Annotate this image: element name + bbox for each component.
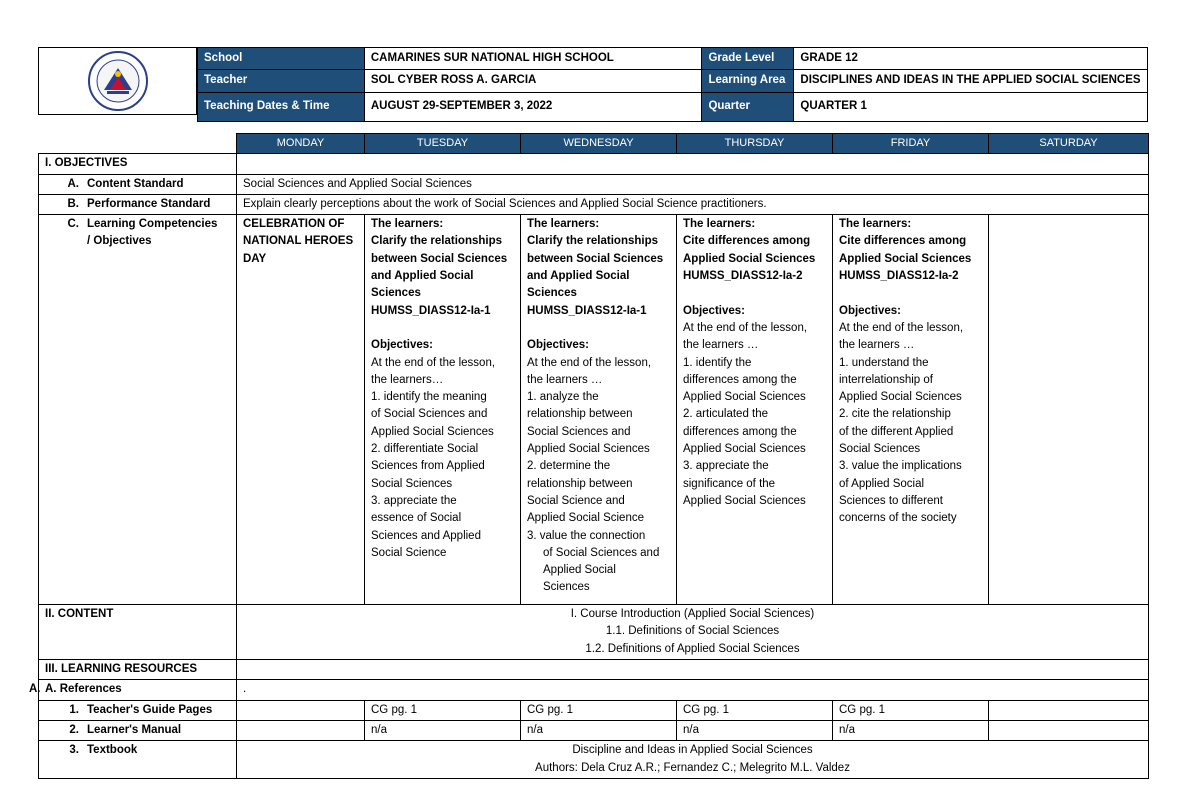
content-line-3: 1.2. Definitions of Applied Social Sciences — [585, 642, 800, 655]
thursday-objectives: At the end of the lesson, the learners … 1. identify the differences among the Applied Social Sciences 2. articulated the differences among the Applied Social Sciences 3. appreciate the significance of the Applied Social Sciences — [683, 321, 808, 507]
learning-competencies-label: Learning Competencies / Objectives — [87, 218, 218, 248]
tg-saturday — [989, 700, 1149, 720]
day-tuesday: TUESDAY — [365, 134, 521, 154]
lm-friday: n/a — [833, 720, 989, 740]
objectives-title-row — [39, 154, 1149, 174]
learners-manual-num: 2. — [69, 723, 79, 736]
learners-manual-label: Learner's Manual — [87, 723, 182, 736]
performance-standard-label: Performance Standard — [87, 197, 211, 210]
references-label: A. References — [45, 683, 122, 696]
school-value: CAMARINES SUR NATIONAL HIGH SCHOOL — [364, 48, 702, 70]
content-row — [39, 605, 1149, 660]
textbook-title: Discipline and Ideas in Applied Social Sciences — [572, 744, 813, 757]
day-header-row — [39, 134, 1149, 154]
day-wednesday: WEDNESDAY — [521, 134, 677, 154]
performance-standard-num: B. — [67, 197, 79, 210]
learning-area-label: Learning Area — [702, 70, 794, 92]
lm-monday — [237, 720, 365, 740]
day-friday: FRIDAY — [833, 134, 989, 154]
tuesday-objectives: At the end of the lesson, the learners… 1. identify the meaning of Social Sciences and Applied Social Sciences 2. differentiate Social Sciences from Applied Social Sciences 3. appreciate the essence of Social Sciences and Applied Social Science — [371, 356, 496, 559]
learners-manual-row — [39, 720, 1149, 740]
tg-tuesday: CG pg. 1 — [365, 700, 521, 720]
content-title: II. CONTENT — [39, 605, 237, 660]
lesson-plan-table — [29, 133, 1149, 779]
references-prefix: A. — [29, 683, 41, 696]
teacher-value: SOL CYBER ROSS A. GARCIA — [364, 70, 702, 92]
objectives-title: I. OBJECTIVES — [39, 154, 237, 174]
learning-area-value: DISCIPLINES AND IDEAS IN THE APPLIED SOCIAL SCIENCES — [794, 70, 1148, 92]
quarter-label: Quarter — [702, 92, 794, 121]
friday-competency: The learners: Cite differences among Applied Social Sciences HUMSS_DIASS12-Ia-2 Objectives: — [839, 218, 972, 317]
grade-level-value: GRADE 12 — [794, 48, 1148, 70]
textbook-num: 3. — [69, 744, 79, 757]
teachers-guide-num: 1. — [69, 703, 79, 716]
performance-standard-value: Explain clearly perceptions about the work of Social Sciences and Applied Social Science practitioners. — [237, 194, 1149, 214]
learning-competencies-row — [39, 215, 1149, 605]
tg-monday — [237, 700, 365, 720]
header-info-table — [197, 47, 1148, 122]
grade-level-label: Grade Level — [702, 48, 794, 70]
saturday-objective — [989, 215, 1149, 605]
teachers-guide-row — [39, 700, 1149, 720]
tg-wednesday: CG pg. 1 — [521, 700, 677, 720]
content-standard-label: Content Standard — [87, 177, 184, 190]
content-standard-num: A. — [67, 177, 79, 190]
textbook-label: Textbook — [87, 744, 138, 757]
lm-wednesday: n/a — [521, 720, 677, 740]
references-row — [39, 680, 1149, 700]
textbook-authors: Authors: Dela Cruz A.R.; Fernandez C.; Melegrito M.L. Valdez — [535, 761, 850, 774]
lm-thursday: n/a — [677, 720, 833, 740]
learning-resources-title: III. LEARNING RESOURCES — [39, 660, 237, 680]
day-monday: MONDAY — [237, 134, 365, 154]
wednesday-objectives: At the end of the lesson, the learners … 1. analyze the relationship between Social Sciences and Applied Social Sciences 2. determine the relationship between Social Science and Applied Social Science — [527, 356, 652, 525]
content-line-1: I. Course Introduction (Applied Social Sciences) — [570, 608, 815, 621]
deped-logo-box — [38, 47, 197, 115]
friday-objectives: At the end of the lesson, the learners … 1. understand the interrelationship of Applied Social Sciences 2. cite the relationship of the different Applied Social Sciences 3. value the implications of Applied Social Sciences to different concerns of the society — [839, 321, 964, 525]
deped-seal-icon — [80, 50, 156, 112]
quarter-value: QUARTER 1 — [794, 92, 1148, 121]
content-standard-value: Social Sciences and Applied Social Sciences — [237, 174, 1149, 194]
lm-saturday — [989, 720, 1149, 740]
school-label: School — [198, 48, 365, 70]
teaching-dates-label: Teaching Dates & Time — [198, 92, 365, 121]
day-saturday: SATURDAY — [989, 134, 1149, 154]
tg-friday: CG pg. 1 — [833, 700, 989, 720]
corner-cell — [39, 134, 237, 154]
references-value: . — [237, 680, 1149, 700]
tg-thursday: CG pg. 1 — [677, 700, 833, 720]
monday-objective: CELEBRATION OF NATIONAL HEROES DAY — [243, 218, 354, 265]
teacher-label: Teacher — [198, 70, 365, 92]
content-line-2: 1.1. Definitions of Social Sciences — [605, 625, 780, 638]
content-standard-row — [39, 174, 1149, 194]
textbook-row — [39, 741, 1149, 779]
learning-competencies-num: C. — [67, 218, 79, 231]
learning-resources-row — [39, 660, 1149, 680]
thursday-competency: The learners: Cite differences among Applied Social Sciences HUMSS_DIASS12-Ia-2 Objectives: — [683, 218, 816, 317]
teachers-guide-label: Teacher's Guide Pages — [87, 703, 213, 716]
wednesday-objective-3: 3. value the connection of Social Sciences and Applied Social Sciences — [527, 529, 660, 594]
teaching-dates-value: AUGUST 29-SEPTEMBER 3, 2022 — [364, 92, 702, 121]
wednesday-competency: The learners: Clarify the relationships between Social Sciences and Applied Social Sciences HUMSS_DIASS12-Ia-1 Objectives: — [527, 218, 664, 352]
tuesday-competency: The learners: Clarify the relationships between Social Sciences and Applied Social Sciences HUMSS_DIASS12-Ia-1 Objectives: — [371, 218, 508, 352]
performance-standard-row — [39, 194, 1149, 214]
lm-tuesday: n/a — [365, 720, 521, 740]
day-thursday: THURSDAY — [677, 134, 833, 154]
